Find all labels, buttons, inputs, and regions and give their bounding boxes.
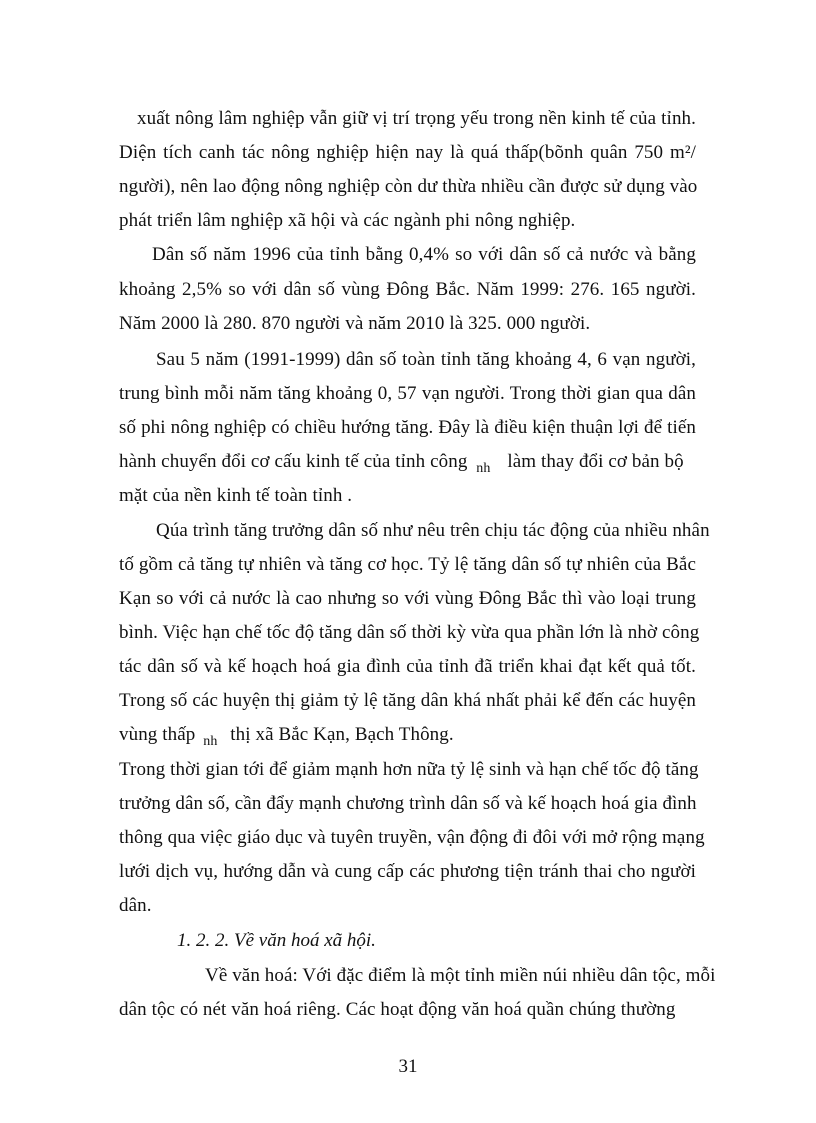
paragraph-5-line-2: trưởng dân số, cần đẩy mạnh chương trình dân số và kế hoạch hoá gia đình [119, 793, 697, 814]
paragraph-3-line-4 [119, 450, 684, 474]
paragraph-5-line-4: lưới dịch vụ, hướng dẫn và cung cấp các phương tiện tránh thai cho người [119, 861, 696, 882]
final-paragraph-line-1: Về văn hoá: Với đặc điểm là một tỉnh miền núi nhiều dân tộc, mỗi [205, 965, 716, 986]
paragraph-4-line-6: Trong số các huyện thị giảm tỷ lệ tăng dân khá nhất phải kể đến các huyện [119, 690, 696, 711]
final-paragraph-line-2: dân tộc có nét văn hoá riêng. Các hoạt động văn hoá quần chúng thường [119, 999, 676, 1020]
paragraph-1-line-3: người), nên lao động nông nghiệp còn dư thừa nhiều cần được sử dụng vào [119, 176, 698, 197]
paragraph-4-line-7 [119, 723, 454, 747]
subscript-marker: nh [203, 734, 218, 749]
paragraph-2-line-3: Năm 2000 là 280. 870 người và năm 2010 là 325. 000 người. [119, 313, 591, 334]
paragraph-3-line-4-start: hành chuyển đổi cơ cấu kinh tế của tỉnh công [119, 451, 468, 472]
paragraph-1-line-2: Diện tích canh tác nông nghiệp hiện nay là quá thấp(bõnh quân 750 m²/ [119, 142, 696, 163]
subscript-marker: nh [476, 461, 491, 476]
paragraph-4-line-1: Qúa trình tăng trưởng dân số như nêu trên chịu tác động của nhiều nhân [156, 520, 710, 541]
page-number: 31 [398, 1056, 418, 1077]
paragraph-4-line-7-start: vùng thấp [119, 724, 196, 745]
paragraph-4-line-4: bình. Việc hạn chế tốc độ tăng dân số thời kỳ vừa qua phần lớn là nhờ công [119, 622, 700, 643]
paragraph-4-line-2: tố gồm cả tăng tự nhiên và tăng cơ học. Tỷ lệ tăng dân số tự nhiên của Bắc [119, 554, 696, 575]
paragraph-3-line-4-end: làm thay đổi cơ bản bộ [507, 451, 684, 472]
paragraph-5-line-1: Trong thời gian tới để giảm mạnh hơn nữa tỷ lệ sinh và hạn chế tốc độ tăng [119, 759, 699, 780]
paragraph-1-line-1: xuất nông lâm nghiệp vẫn giữ vị trí trọng yếu trong nền kinh tế của tỉnh. [137, 108, 696, 129]
paragraph-3-line-3: số phi nông nghiệp có chiều hướng tăng. Đây là điều kiện thuận lợi để tiến [119, 417, 696, 438]
paragraph-2-line-1: Dân số năm 1996 của tỉnh bằng 0,4% so với dân số cả nước và bằng [152, 244, 696, 265]
paragraph-3-line-5: mặt của nền kinh tế toàn tỉnh . [119, 485, 353, 506]
paragraph-1-line-4: phát triển lâm nghiệp xã hội và các ngành phi nông nghiệp. [119, 210, 576, 231]
section-heading: 1. 2. 2. Về văn hoá xã hội. [177, 930, 376, 951]
paragraph-5-line-5: dân. [119, 895, 152, 916]
paragraph-3-line-2: trung bình mỗi năm tăng khoảng 0, 57 vạn người. Trong thời gian qua dân [119, 383, 696, 404]
paragraph-4-line-3: Kạn so với cả nước là cao nhưng so với vùng Đông Bắc thì vào loại trung [119, 588, 696, 609]
paragraph-2-line-2: khoảng 2,5% so với dân số vùng Đông Bắc. Năm 1999: 276. 165 người. [119, 279, 696, 300]
paragraph-4-line-5: tác dân số và kế hoạch hoá gia đình của tỉnh đã triển khai đạt kết quả tốt. [119, 656, 696, 677]
paragraph-5-line-3: thông qua việc giáo dục và tuyên truyền, vận động đi đôi với mở rộng mạng [119, 827, 705, 848]
paragraph-4-line-7-end: thị xã Bắc Kạn, Bạch Thông. [230, 724, 454, 745]
paragraph-3-line-1: Sau 5 năm (1991-1999) dân số toàn tỉnh tăng khoảng 4, 6 vạn người, [156, 349, 696, 370]
